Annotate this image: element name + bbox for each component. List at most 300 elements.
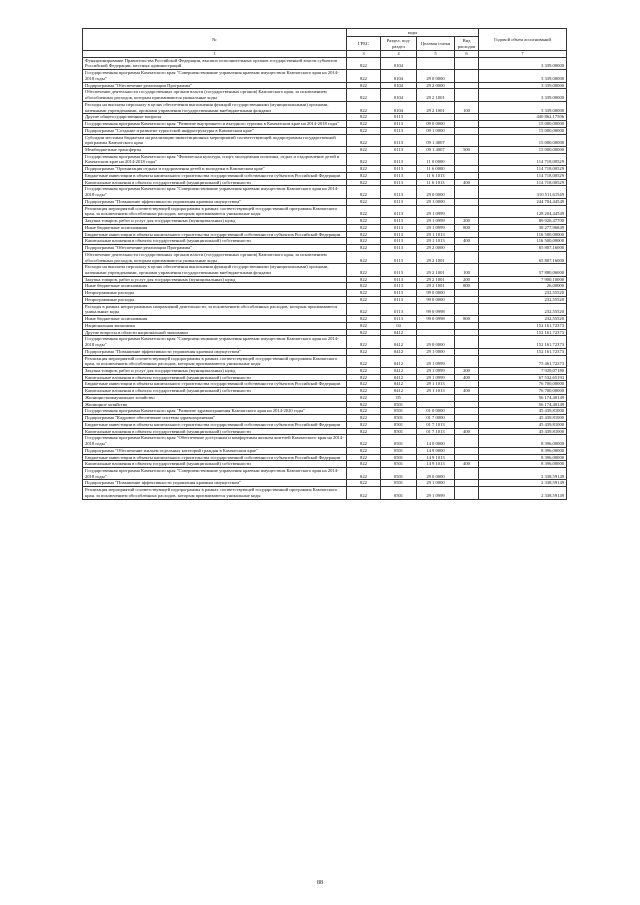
cell-target: 29 2 0000: [417, 82, 455, 89]
cell-name: Капитальные вложения в объекты государственной (муниципальной) собственности: [83, 179, 347, 186]
cell-grbs: 822: [347, 322, 381, 329]
cell-target: 29 2 1001: [417, 89, 455, 101]
cell-target: 29 2 1001: [417, 101, 455, 113]
cell-target: 29 0 0000: [417, 186, 455, 198]
cell-name: Реализация мероприятий соответствующей подпрограммы в рамках соответствующей государственной программы Камчатского края, за исключением обособленных расходов, которым присваиваются уникальные коды: [83, 205, 347, 217]
cell-section: 0412: [381, 329, 417, 336]
cell-grbs: 822: [347, 415, 381, 422]
cell-type: [455, 231, 479, 238]
cell-target: 11 6 1013: [417, 179, 455, 186]
cell-sum: 76 700,00000: [479, 388, 567, 395]
cell-sum: 56 174,40149: [479, 401, 567, 408]
col-header-sum: Годовой объем ассигнований: [479, 29, 567, 51]
cell-section: 05: [381, 394, 417, 401]
cell-name: Подпрограмма "Обеспечение реализации Программы": [83, 245, 347, 252]
cell-sum: 3 339,00000: [479, 57, 567, 69]
cell-type: 400: [455, 238, 479, 245]
cell-target: 29 2 1001: [417, 276, 455, 283]
cell-target: [417, 394, 455, 401]
cell-grbs: 822: [347, 394, 381, 401]
table-body: [83, 57, 567, 499]
cell-section: 0501: [381, 408, 417, 415]
table-row: [83, 421, 567, 428]
cell-type: [455, 394, 479, 401]
cell-target: 09 1 4007: [417, 134, 455, 146]
cell-sum: 65 807,16000: [479, 245, 567, 252]
cell-grbs: 822: [347, 316, 381, 323]
cell-sum: 7 900,10000: [479, 276, 567, 283]
table-row: [83, 290, 567, 297]
cell-target: 29 2 0000: [417, 245, 455, 252]
cell-type: [455, 198, 479, 205]
table-row: [83, 251, 567, 263]
cell-sum: 15 000,00000: [479, 127, 567, 134]
cell-name: Иные бюджетные ассигнования: [83, 224, 347, 231]
cell-type: [455, 82, 479, 89]
cell-sum: 116 500,00000: [479, 238, 567, 245]
table-row: [83, 166, 567, 173]
cell-section: 0113: [381, 153, 417, 165]
cell-grbs: 822: [347, 388, 381, 395]
cell-sum: 152 161,72373: [479, 322, 567, 329]
cell-grbs: 822: [347, 264, 381, 276]
col-index-1: 1: [83, 51, 347, 58]
cell-name: Подпрограмма "Повышение эффективности управления краевым имуществом": [83, 480, 347, 487]
cell-target: 29 0 0000: [417, 70, 455, 82]
cell-type: 800: [455, 283, 479, 290]
cell-target: 09 1 4007: [417, 147, 455, 154]
table-row: [83, 134, 567, 146]
cell-name: Подпрограмма "Обеспечение жильем отдельных категорий граждан в Камчатском крае": [83, 447, 347, 454]
cell-target: 14 9 1013: [417, 461, 455, 468]
cell-type: [455, 245, 479, 252]
cell-name: Капитальные вложения в объекты государственной (муниципальной) собственности: [83, 461, 347, 468]
cell-sum: 3 339,00000: [479, 82, 567, 89]
cell-target: 29 2 1001: [417, 283, 455, 290]
cell-grbs: 822: [347, 57, 381, 69]
cell-target: 11 6 1013: [417, 172, 455, 179]
table-row: [83, 264, 567, 276]
table-row: [83, 172, 567, 179]
budget-table-sheet: [82, 28, 566, 500]
table-row: [83, 316, 567, 323]
table-row: [83, 231, 567, 238]
table-row: [83, 303, 567, 315]
table-row: [83, 381, 567, 388]
cell-sum: 45 439,81000: [479, 428, 567, 435]
cell-section: 0412: [381, 336, 417, 348]
table-row: [83, 367, 567, 374]
cell-grbs: 822: [347, 134, 381, 146]
cell-name: Капитальные вложения в объекты государственной (муниципальной) собственности: [83, 374, 347, 381]
col-header-type: Вид расходов: [455, 37, 479, 51]
cell-name: Расходы на выплаты персоналу в целях обеспечения выполнения функций государственными (муниципальными) органами, казенными учреждениями, органами управления государственными внебюджетными фондами: [83, 264, 347, 276]
cell-grbs: 822: [347, 480, 381, 487]
cell-section: 0412: [381, 374, 417, 381]
cell-name: Бюджетные инвестиции в объекты капитального строительства государственной собственности субъектов Российской Федерации: [83, 381, 347, 388]
table-row: [83, 127, 567, 134]
cell-section: 0113: [381, 296, 417, 303]
cell-section: 0412: [381, 355, 417, 367]
cell-grbs: 822: [347, 447, 381, 454]
cell-section: 0412: [381, 367, 417, 374]
cell-name: Государственная программа Камчатского края "Совершенствование управления краевым имуществом Камчатского края на 2014-2018 годы": [83, 186, 347, 198]
cell-target: 14 9 0000: [417, 447, 455, 454]
cell-name: Подпрограмма "Обеспечение реализации Программы": [83, 82, 347, 89]
cell-target: 01 7 1013: [417, 428, 455, 435]
cell-sum: 3 339,00000: [479, 101, 567, 113]
cell-section: 0104: [381, 70, 417, 82]
cell-type: [455, 172, 479, 179]
cell-name: Иные бюджетные ассигнования: [83, 316, 347, 323]
cell-grbs: 822: [347, 454, 381, 461]
cell-grbs: 822: [347, 82, 381, 89]
col-header-target: Целевая статья: [417, 37, 455, 51]
cell-name: Закупка товаров, работ и услуг для государственных (муниципальных) нужд: [83, 276, 347, 283]
cell-type: [455, 487, 479, 499]
cell-sum: 15 000,00000: [479, 121, 567, 128]
cell-section: 0113: [381, 238, 417, 245]
cell-sum: 232,55520: [479, 316, 567, 323]
page-number: 88: [317, 880, 323, 886]
table-row: [83, 276, 567, 283]
cell-grbs: 822: [347, 179, 381, 186]
col-header-codes: коды: [347, 29, 479, 37]
cell-target: 29 1 0000: [417, 480, 455, 487]
cell-grbs: 822: [347, 468, 381, 480]
cell-type: [455, 127, 479, 134]
cell-grbs: 822: [347, 336, 381, 348]
table-row: [83, 179, 567, 186]
cell-section: 0113: [381, 264, 417, 276]
cell-type: 100: [455, 101, 479, 113]
cell-name: Бюджетные инвестиции в объекты капитального строительства государственной собственности субъектов Российской Федерации: [83, 454, 347, 461]
cell-sum: 152 161,72373: [479, 336, 567, 348]
cell-type: [455, 336, 479, 348]
cell-type: 400: [455, 374, 479, 381]
cell-type: 400: [455, 461, 479, 468]
cell-target: 29 0 0000: [417, 336, 455, 348]
cell-sum: 15 000,00000: [479, 134, 567, 146]
cell-sum: 56 174,40149: [479, 394, 567, 401]
cell-sum: 75 461,72373: [479, 355, 567, 367]
cell-type: [455, 401, 479, 408]
table-row: [83, 283, 567, 290]
cell-grbs: 822: [347, 401, 381, 408]
cell-section: 0113: [381, 316, 417, 323]
cell-target: [417, 114, 455, 121]
cell-sum: 8 396,00000: [479, 447, 567, 454]
cell-type: 400: [455, 428, 479, 435]
cell-name: Закупка товаров, работ и услуг для государственных (муниципальных) нужд: [83, 218, 347, 225]
cell-name: Государственная программа Камчатского края "Совершенствование управления краевым имуществом Камчатского края на 2014-2018 годы": [83, 336, 347, 348]
cell-target: 29 1 0999: [417, 205, 455, 217]
cell-target: 29 1 0999: [417, 487, 455, 499]
cell-name: Бюджетные инвестиции в объекты капитального строительства государственной собственности субъектов Российской Федерации: [83, 231, 347, 238]
cell-name: Непрограммные расходы: [83, 296, 347, 303]
cell-name: Другие общегосударственные вопросы: [83, 114, 347, 121]
cell-grbs: 822: [347, 251, 381, 263]
cell-sum: 114 718,00529: [479, 166, 567, 173]
cell-target: 01 0 0000: [417, 408, 455, 415]
cell-name: Расходы в рамках непрограммных направлений деятельности, за исключением обособленных расходов, которым присваиваются уникальные коды: [83, 303, 347, 315]
cell-target: 11 0 0000: [417, 153, 455, 165]
cell-grbs: 822: [347, 238, 381, 245]
cell-section: 0501: [381, 435, 417, 447]
cell-type: [455, 186, 479, 198]
cell-target: 29 1 0999: [417, 355, 455, 367]
cell-grbs: 822: [347, 290, 381, 297]
cell-target: 29 1 1013: [417, 381, 455, 388]
cell-grbs: 822: [347, 355, 381, 367]
cell-type: [455, 447, 479, 454]
cell-grbs: 822: [347, 231, 381, 238]
cell-section: 0113: [381, 172, 417, 179]
table-row: [83, 224, 567, 231]
budget-table: [82, 28, 567, 500]
col-index-4: 4: [381, 51, 417, 58]
table-row: [83, 447, 567, 454]
cell-name: Капитальные вложения в объекты государственной (муниципальной) собственности: [83, 388, 347, 395]
cell-grbs: 822: [347, 461, 381, 468]
table-row: [83, 296, 567, 303]
cell-type: 400: [455, 179, 479, 186]
cell-section: 0113: [381, 186, 417, 198]
cell-name: Капитальные вложения в объекты государственной (муниципальной) собственности: [83, 238, 347, 245]
table-row: [83, 186, 567, 198]
cell-sum: 67 532,65193: [479, 374, 567, 381]
cell-name: Жилищное хозяйство: [83, 401, 347, 408]
cell-section: 0501: [381, 468, 417, 480]
cell-sum: 440 862,17506: [479, 114, 567, 121]
table-row: [83, 461, 567, 468]
cell-grbs: 822: [347, 435, 381, 447]
cell-grbs: 822: [347, 296, 381, 303]
cell-type: [455, 468, 479, 480]
cell-section: 0412: [381, 381, 417, 388]
cell-target: [417, 57, 455, 69]
cell-type: [455, 348, 479, 355]
cell-type: 500: [455, 147, 479, 154]
cell-section: 0113: [381, 224, 417, 231]
cell-type: 400: [455, 388, 479, 395]
cell-grbs: 822: [347, 153, 381, 165]
cell-type: [455, 435, 479, 447]
cell-grbs: 822: [347, 121, 381, 128]
cell-target: 29 1 0999: [417, 374, 455, 381]
cell-section: 0501: [381, 401, 417, 408]
cell-target: 29 0 0000: [417, 468, 455, 480]
cell-section: 0501: [381, 480, 417, 487]
cell-target: 99 0 0998: [417, 303, 455, 315]
cell-grbs: 822: [347, 283, 381, 290]
table-row: [83, 329, 567, 336]
cell-type: [455, 329, 479, 336]
cell-type: 100: [455, 264, 479, 276]
table-row: [83, 374, 567, 381]
cell-type: [455, 134, 479, 146]
cell-target: 11 6 0000: [417, 166, 455, 173]
cell-sum: 114 718,00529: [479, 153, 567, 165]
cell-grbs: 822: [347, 127, 381, 134]
cell-type: [455, 114, 479, 121]
cell-target: 09 1 0000: [417, 127, 455, 134]
cell-target: 99 0 0000: [417, 296, 455, 303]
cell-sum: 116 500,00000: [479, 231, 567, 238]
cell-sum: 2 338,59149: [479, 468, 567, 480]
col-index-7: 7: [479, 51, 567, 58]
table-row: [83, 355, 567, 367]
cell-sum: 76 700,00000: [479, 381, 567, 388]
cell-section: 0113: [381, 283, 417, 290]
cell-grbs: 822: [347, 166, 381, 173]
cell-sum: 45 439,81000: [479, 408, 567, 415]
cell-sum: 114 718,00529: [479, 179, 567, 186]
cell-grbs: 822: [347, 245, 381, 252]
cell-sum: 3 339,00000: [479, 70, 567, 82]
table-row: [83, 101, 567, 113]
cell-target: 01 7 1013: [417, 421, 455, 428]
cell-section: 0113: [381, 245, 417, 252]
cell-sum: 2 338,59149: [479, 480, 567, 487]
cell-grbs: 822: [347, 114, 381, 121]
cell-name: Обеспечение деятельности государственных органов власти (государственных органов) Камчатского края, за исключением обособленных расходов, которым присваиваются уникальные коды: [83, 89, 347, 101]
cell-name: Государственная программа Камчатского края "Развитие здравоохранения Камчатского края на 2014-2020 годы": [83, 408, 347, 415]
cell-sum: 3 339,00000: [479, 89, 567, 101]
cell-sum: 89 926,47700: [479, 218, 567, 225]
cell-sum: 152 161,72373: [479, 348, 567, 355]
cell-sum: 114 718,00529: [479, 172, 567, 179]
cell-name: Другие вопросы в области национальной экономики: [83, 329, 347, 336]
cell-type: 200: [455, 367, 479, 374]
cell-section: 0412: [381, 388, 417, 395]
cell-name: Подпрограмма "Повышение эффективности управления краевым имуществом": [83, 348, 347, 355]
cell-type: [455, 57, 479, 69]
cell-target: 29 2 1001: [417, 251, 455, 263]
cell-name: Реализация мероприятий соответствующей подпрограммы в рамках соответствующей государственной программы Камчатского края, за исключением обособленных расходов, которым присваиваются уникальные коды: [83, 487, 347, 499]
table-row: [83, 245, 567, 252]
table-row: [83, 487, 567, 499]
cell-sum: 2 338,59149: [479, 487, 567, 499]
cell-section: 0104: [381, 82, 417, 89]
cell-name: Национальная экономика: [83, 322, 347, 329]
cell-sum: 244 704,44549: [479, 198, 567, 205]
cell-type: [455, 89, 479, 101]
cell-type: [455, 290, 479, 297]
cell-section: 0113: [381, 134, 417, 146]
table-row: [83, 480, 567, 487]
cell-name: Государственная программа Камчатского края "Физическая культура, спорт, молодежная политика, отдых и оздоровление детей в Камчатском крае на 2014-2018 годы": [83, 153, 347, 165]
table-row: [83, 435, 567, 447]
cell-section: 0113: [381, 290, 417, 297]
col-header-grbs: ГРБС: [347, 37, 381, 51]
cell-grbs: 822: [347, 218, 381, 225]
table-row: [83, 408, 567, 415]
cell-type: [455, 70, 479, 82]
cell-grbs: 822: [347, 487, 381, 499]
cell-sum: 8 396,00000: [479, 435, 567, 447]
cell-type: 200: [455, 276, 479, 283]
cell-grbs: 822: [347, 147, 381, 154]
cell-type: 200: [455, 218, 479, 225]
table-row: [83, 198, 567, 205]
cell-sum: 15 000,00000: [479, 147, 567, 154]
table-row: [83, 153, 567, 165]
cell-section: 0501: [381, 487, 417, 499]
col-header-section: Раздел, под-раздел: [381, 37, 417, 51]
cell-name: Бюджетные инвестиции в объекты капитального строительства государственной собственности субъектов Российской Федерации: [83, 172, 347, 179]
cell-sum: 26,00000: [479, 283, 567, 290]
cell-section: 0113: [381, 179, 417, 186]
cell-sum: 8 396,00000: [479, 461, 567, 468]
table-row: [83, 454, 567, 461]
cell-grbs: 822: [347, 101, 381, 113]
cell-name: Подпрограмма "Создание и развитие туристской инфраструктуры в Камчатском крае": [83, 127, 347, 134]
cell-sum: 45 439,81000: [479, 421, 567, 428]
cell-section: 0113: [381, 251, 417, 263]
col-index-5: 5: [417, 51, 455, 58]
cell-section: 0501: [381, 421, 417, 428]
cell-type: [455, 205, 479, 217]
cell-type: [455, 121, 479, 128]
cell-section: 0113: [381, 218, 417, 225]
cell-section: 0113: [381, 205, 417, 217]
table-row: [83, 428, 567, 435]
cell-type: [455, 153, 479, 165]
cell-grbs: 822: [347, 198, 381, 205]
cell-sum: 7 929,07180: [479, 367, 567, 374]
cell-sum: 128 204,44549: [479, 205, 567, 217]
cell-name: Государственная программа Камчатского края "Совершенствование управления краевым имуществом Камчатского края на 2014-2018 годы": [83, 70, 347, 82]
cell-type: [455, 421, 479, 428]
cell-name: Непрограммные расходы: [83, 290, 347, 297]
cell-name: Межбюджетные трансферты: [83, 147, 347, 154]
cell-target: 01 7 0000: [417, 415, 455, 422]
cell-name: Иные бюджетные ассигнования: [83, 283, 347, 290]
cell-sum: 8 396,00000: [479, 454, 567, 461]
cell-target: 29 1 1013: [417, 388, 455, 395]
cell-name: Расходы на выплаты персоналу в целях обеспечения выполнения функций государственными (муниципальными) органами, казенными учреждениями, органами управления государственными внебюджетными фондами: [83, 101, 347, 113]
table-row: [83, 70, 567, 82]
cell-section: 0104: [381, 89, 417, 101]
cell-type: [455, 303, 479, 315]
table-row: [83, 401, 567, 408]
cell-sum: 45 439,81000: [479, 415, 567, 422]
table-row: [83, 82, 567, 89]
cell-type: [455, 381, 479, 388]
cell-grbs: 822: [347, 70, 381, 82]
cell-grbs: 822: [347, 172, 381, 179]
cell-target: [417, 401, 455, 408]
cell-grbs: 822: [347, 186, 381, 198]
cell-name: Подпрограмма "Кадровое обеспечение системы здравоохранения": [83, 415, 347, 422]
cell-grbs: 822: [347, 428, 381, 435]
cell-sum: 232,55520: [479, 303, 567, 315]
cell-grbs: 822: [347, 329, 381, 336]
table-row: [83, 394, 567, 401]
col-index-6: 6: [455, 51, 479, 58]
cell-section: 0113: [381, 303, 417, 315]
cell-type: [455, 166, 479, 173]
cell-type: [455, 408, 479, 415]
table-row: [83, 468, 567, 480]
cell-section: 0113: [381, 114, 417, 121]
cell-target: 29 1 0000: [417, 198, 455, 205]
cell-section: 0501: [381, 415, 417, 422]
cell-section: 0113: [381, 127, 417, 134]
cell-target: 99 0 0000: [417, 290, 455, 297]
cell-target: 29 1 1013: [417, 231, 455, 238]
